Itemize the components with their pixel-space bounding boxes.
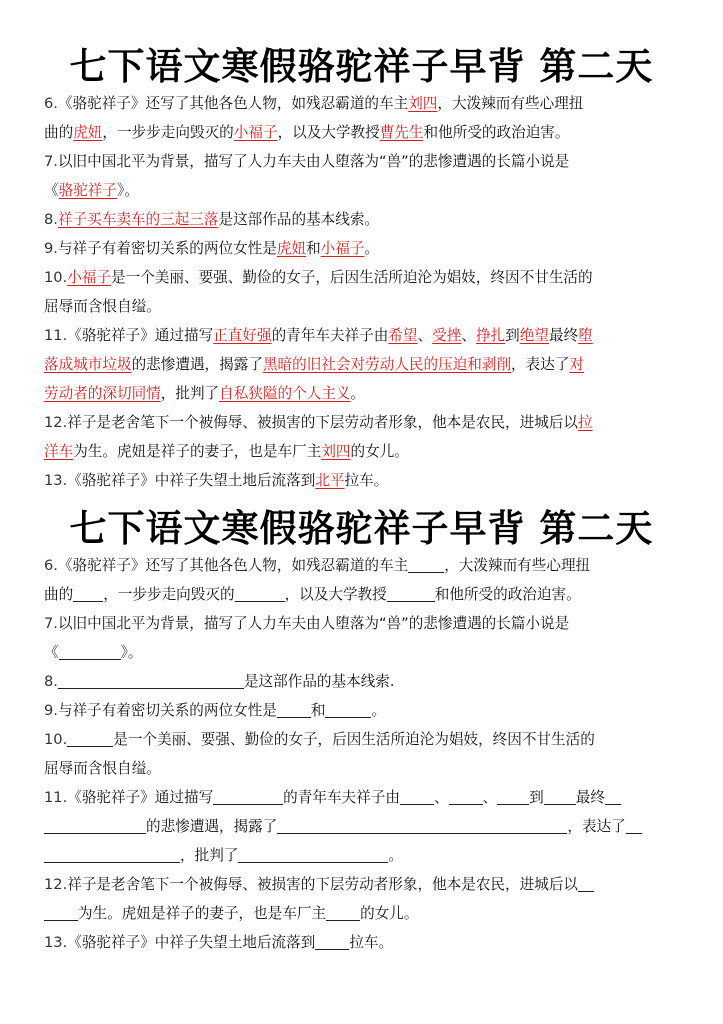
blank-body — [44, 551, 684, 957]
fill-blank[interactable] — [67, 730, 113, 747]
blank-section — [0, 506, 723, 552]
blank-q6-line1: 6.《骆驼祥子》还写了其他各色人物，如残忍霸道的车主 ，大泼辣而有些心理扭 — [44, 557, 591, 574]
blank-q13: 13.《骆驼祥子》中祥子失望土地后流落到 拉车。 — [44, 934, 394, 951]
fill-blank[interactable] — [408, 556, 444, 573]
fill-blank[interactable] — [44, 817, 146, 834]
fill-blank[interactable] — [325, 701, 371, 718]
answer-q12-line1: 12.祥子是老舍笔下一个被侮辱、被损害的下层劳动者形象，他本是农民，进城后以拉 — [44, 414, 593, 431]
fill-blank[interactable] — [400, 788, 434, 805]
fill-blank[interactable] — [44, 846, 180, 863]
blank-q11-line3: ，批判了 。 — [44, 841, 684, 870]
answer-text: 洋车 — [44, 443, 74, 460]
answer-text: 堕 — [578, 327, 593, 344]
answer-q7-line2: 《骆驼祥子》。 — [44, 182, 139, 199]
answer-text: 祥子买车卖车的三起三落 — [57, 211, 219, 228]
answer-text: 北平 — [315, 472, 345, 489]
blank-q12-line1: 12.祥子是老舍笔下一个被侮辱、被损害的下层劳动者形象，他本是农民，进城后以 — [44, 870, 684, 899]
answer-text: 拉 — [578, 414, 593, 431]
answer-text: 刘四 — [321, 443, 351, 460]
fill-blank[interactable] — [449, 788, 483, 805]
blank-q7-line2: 《 》。 — [44, 644, 143, 661]
answer-text: 骆驼祥子 — [58, 182, 117, 199]
answer-text: 绝望 — [519, 327, 549, 344]
answer-text: 小福子 — [320, 240, 365, 257]
fill-blank[interactable] — [59, 643, 121, 660]
fill-blank[interactable] — [578, 875, 594, 892]
blank-q11-line2: 的悲惨遭遇，揭露了 ，表达了 — [44, 812, 684, 841]
answer-q11-line1: 11.《骆驼祥子》通过描写正直好强的青年车夫祥子由希望、受挫、挣扎到绝望最终堕 — [44, 327, 593, 344]
blank-q12-line2: 为生。虎妞是祥子的妻子，也是车厂主 的女儿。 — [44, 899, 684, 928]
fill-blank[interactable] — [605, 788, 621, 805]
answer-text: 小福子 — [67, 269, 112, 286]
blank-q11-line1: 11.《骆驼祥子》通过描写 的青年车夫祥子由 、 、 到 最终 — [44, 783, 684, 812]
answer-q10-line1: 10.小福子是一个美丽、要强、勤俭的女子，后因生活所迫沦为娼妓，终因不甘生活的 — [44, 269, 593, 286]
answer-text: 受挫 — [432, 327, 462, 344]
answer-body — [44, 89, 684, 495]
fill-blank[interactable] — [58, 672, 244, 689]
answer-q10-line2: 屈辱而含恨自缢。 — [44, 298, 161, 315]
answer-text: 劳动者的深切同情 — [44, 385, 161, 402]
answer-text: 落成城市垃圾 — [44, 356, 132, 373]
fill-blank[interactable] — [326, 904, 360, 921]
answer-q13: 13.《骆驼祥子》中祥子失望土地后流落到北平拉车。 — [44, 472, 389, 489]
fill-blank[interactable] — [277, 701, 311, 718]
fill-blank[interactable] — [497, 788, 529, 805]
answer-section — [0, 44, 723, 90]
blank-q8: 8. 是这部作品的基本线索. — [44, 673, 395, 690]
answer-text: 希望 — [388, 327, 418, 344]
answer-q8: 8.祥子买车卖车的三起三落是这部作品的基本线索。 — [44, 211, 380, 228]
blank-q6-line2: 曲的 ，一步步走向毁灭的 ，以及大学教授 和他所受的政治迫害。 — [44, 586, 581, 603]
fill-blank[interactable] — [235, 585, 285, 602]
answer-text: 挣扎 — [475, 327, 506, 344]
answer-q7-line1: 7.以旧中国北平为背景，描写了人力车夫由人堕落为“兽”的悲惨遭遇的长篇小说是 — [44, 153, 570, 170]
page-title: 七下语文寒假骆驼祥子早背 第二天 — [69, 45, 654, 88]
fill-blank[interactable] — [73, 585, 103, 602]
blank-q10-line1: 10. 是一个美丽、要强、勤俭的女子，后因生活所迫沦为娼妓，终因不甘生活的 — [44, 731, 595, 748]
answer-text: 自私狭隘的个人主义 — [219, 385, 351, 402]
answer-text: 虎妞 — [73, 124, 103, 141]
answer-q6-line2: 曲的虎妞，一步步走向毁灭的小福子，以及大学教授曹先生和他所受的政治迫害。 — [44, 124, 570, 141]
answer-q12-line2: 洋车为生。虎妞是祥子的妻子，也是车厂主刘四的女儿。 — [44, 443, 409, 460]
blank-q9: 9.与祥子有着密切关系的两位女性是 和 。 — [44, 702, 387, 719]
blank-q10-line2: 屈辱而含恨自缢。 — [44, 760, 161, 777]
fill-blank[interactable] — [238, 846, 388, 863]
answer-text: 黑暗的旧社会对劳动人民的压迫和剥削 — [262, 356, 512, 373]
answer-q9: 9.与祥子有着密切关系的两位女性是虎妞和小福子。 — [44, 240, 380, 257]
fill-blank[interactable] — [213, 788, 283, 805]
fill-blank[interactable] — [387, 585, 435, 602]
blank-q7-line1: 7.以旧中国北平为背景，描写了人力车夫由人堕落为“兽”的悲惨遭遇的长篇小说是 — [44, 615, 570, 632]
fill-blank[interactable] — [44, 904, 78, 921]
answer-text: 小福子 — [233, 124, 278, 141]
fill-blank[interactable] — [315, 933, 349, 950]
answer-text: 正直好强 — [213, 327, 272, 344]
fill-blank[interactable] — [544, 788, 576, 805]
answer-text: 曹先生 — [379, 124, 424, 141]
fill-blank[interactable] — [626, 817, 642, 834]
answer-text: 虎妞 — [276, 240, 307, 257]
answer-text: 刘四 — [408, 95, 438, 112]
fill-blank[interactable] — [277, 817, 567, 834]
answer-q11-line2: 落成城市垃圾的悲惨遭遇，揭露了黑暗的旧社会对劳动人民的压迫和剥削，表达了对 — [44, 356, 585, 373]
answer-q6-line1: 6.《骆驼祥子》还写了其他各色人物，如残忍霸道的车主刘四，大泼辣而有些心理扭 — [44, 95, 584, 112]
page-title-2: 七下语文寒假骆驼祥子早背 第二天 — [69, 507, 654, 550]
answer-q11-line3: 劳动者的深切同情，批判了自私狭隘的个人主义。 — [44, 385, 366, 402]
answer-text: 对 — [569, 356, 585, 373]
